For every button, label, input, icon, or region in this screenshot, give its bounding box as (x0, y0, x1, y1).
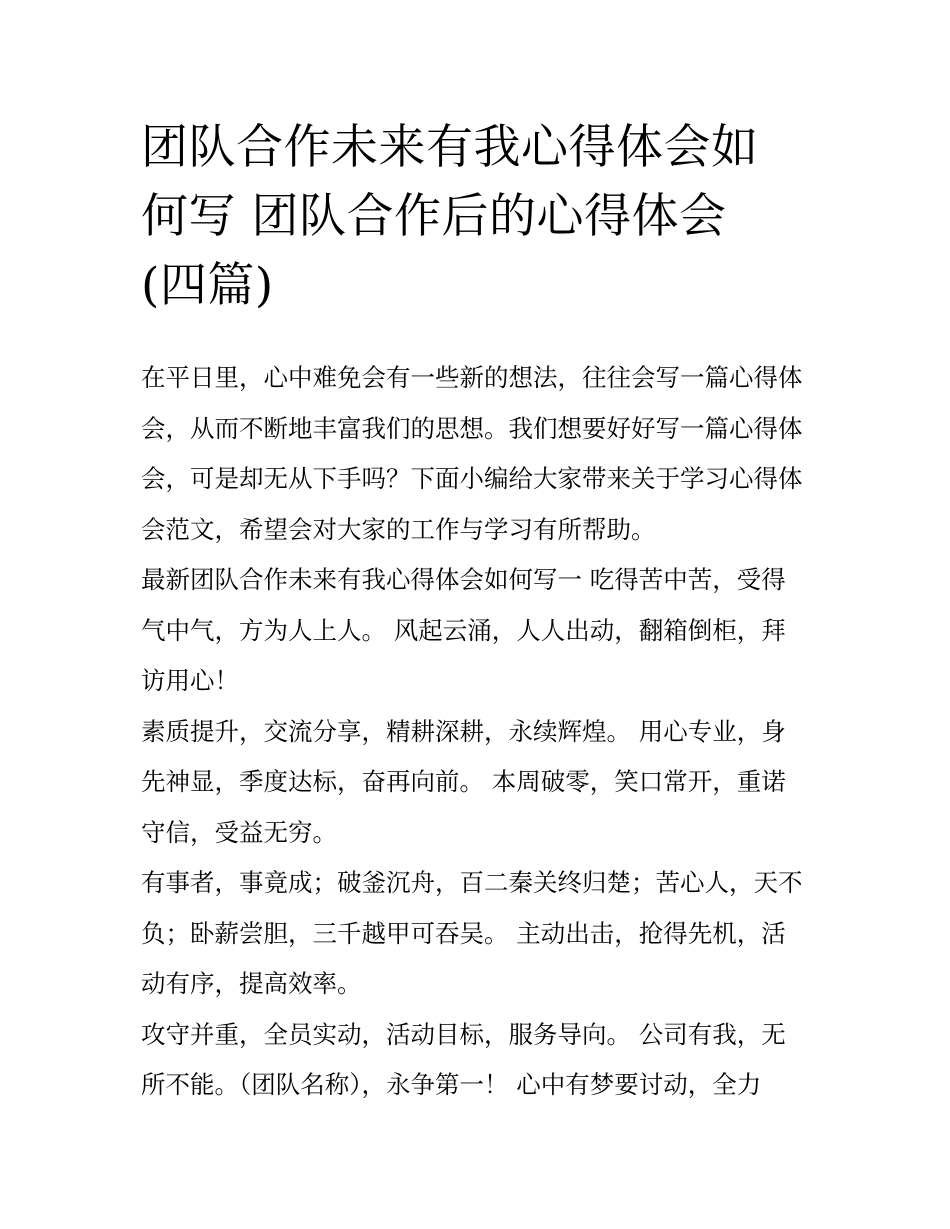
text-line: 守信，受益无穷。 (141, 817, 337, 847)
title-line: 团队合作未来有我心得体会如 (141, 120, 759, 175)
document-title (141, 113, 821, 320)
paragraph (141, 1010, 821, 1111)
text-line: 负；卧薪尝胆，三千越甲可吞吴。 主动出击，抢得先机，活 (141, 918, 786, 948)
text-line: 有事者，事竟成；破釜沉舟，百二秦关终归楚；苦心人，天不 (141, 868, 803, 897)
text-line: 会，从而不断地丰富我们的思想。我们想要好好写一篇心得体 (141, 413, 803, 443)
text-line: 会，可是却无从下手吗？下面小编给大家带来关于学习心得体 (141, 464, 803, 493)
text-line: 气中气，方为人上人。 风起云涌，人人出动，翻箱倒柜，拜 (141, 615, 786, 645)
text-line: 在平日里，心中难免会有一些新的想法，往往会写一篇心得体 (141, 363, 803, 392)
text-line: 所不能。（团队名称），永争第一！ 心中有梦要讨动，全力 (141, 1070, 762, 1099)
paragraph (141, 858, 821, 1010)
paragraph (141, 555, 821, 707)
document-body (141, 353, 821, 1111)
paragraph (141, 707, 821, 859)
text-line: 动有序，提高效率。 (141, 969, 362, 998)
title-line: (四篇) (141, 258, 274, 313)
text-line: 最新团队合作未来有我心得体会如何写一 吃得苦中苦，受得 (141, 565, 786, 594)
title-line: 何写 团队合作后的心得体会 (141, 189, 727, 244)
text-line: 攻守并重，全员实动，活动目标，服务导向。 公司有我，无 (141, 1019, 786, 1049)
paragraph-intro (141, 353, 821, 555)
text-line: 会范文，希望会对大家的工作与学习有所帮助。 (141, 514, 656, 544)
text-line: 访用心！ (141, 666, 239, 695)
text-line: 素质提升，交流分享，精耕深耕，永续辉煌。 用心专业，身 (141, 716, 786, 746)
text-line: 先神显，季度达标，奋再向前。 本周破零，笑口常开，重诺 (141, 767, 786, 796)
